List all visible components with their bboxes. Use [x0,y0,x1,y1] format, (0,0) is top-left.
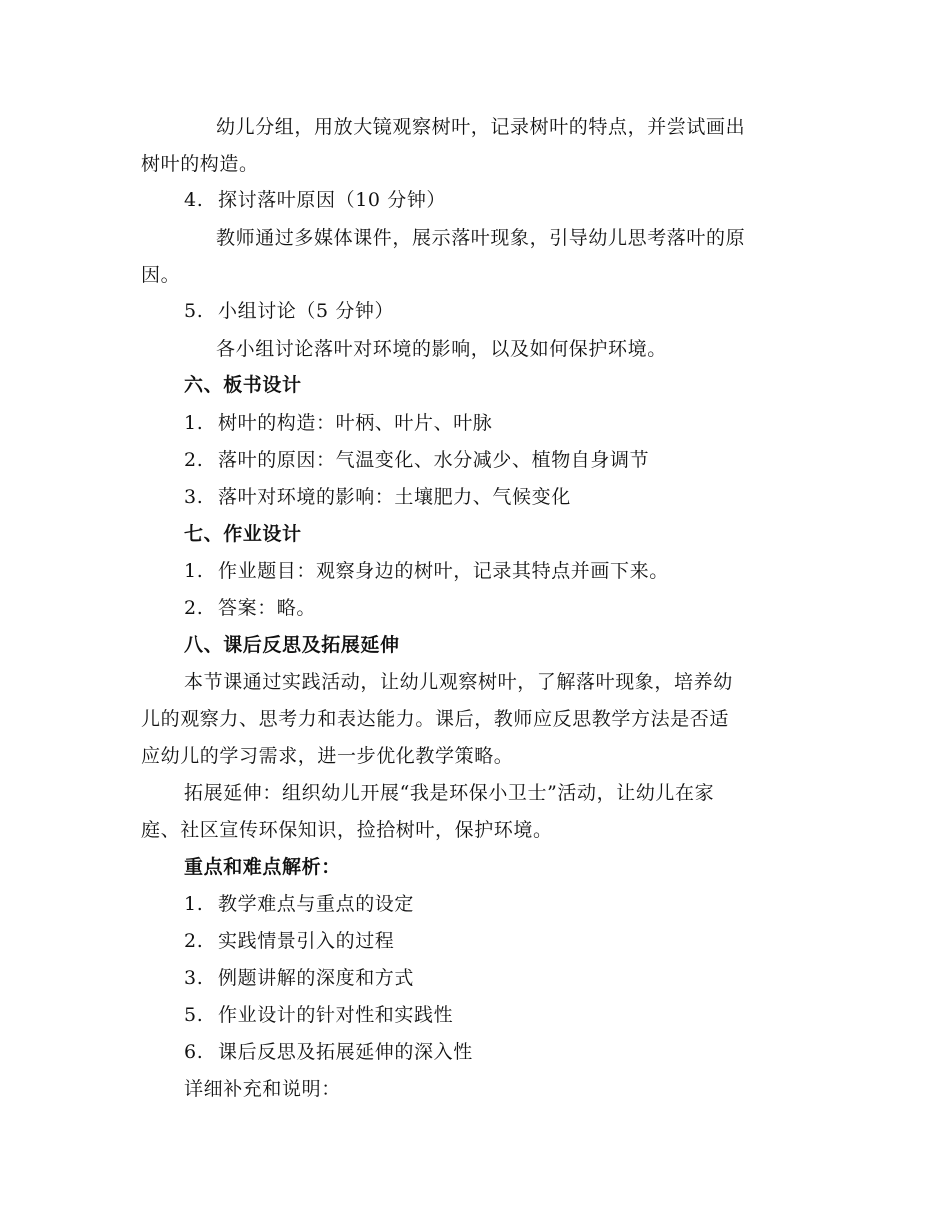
paragraph-line: 各小组讨论落叶对环境的影响，以及如何保护环境。 [216,338,667,360]
paragraph-line: 本节课通过实践活动，让幼儿观察树叶，了解落叶现象，培养幼 [184,671,733,693]
paragraph-line: 应幼儿的学习需求，进一步优化教学策略。 [141,745,514,767]
list-item [184,595,316,621]
paragraph-line: 教师通过多媒体课件，展示落叶现象，引导幼儿思考落叶的原 [216,227,746,249]
list-text: 教学难点与重点的设定 [218,893,415,915]
list-item [184,1039,473,1065]
section-heading: 七、作业设计 [184,523,302,545]
list-text: 课后反思及拓展延伸的深入性 [218,1041,473,1063]
list-number: 2. [184,449,204,471]
list-item [184,298,394,324]
list-number: 3. [184,967,204,989]
paragraph-line: 庭、社区宣传环保知识，捡拾树叶，保护环境。 [141,819,553,841]
list-text: 例题讲解的深度和方式 [218,967,415,989]
list-item [184,1002,453,1028]
list-text: 树叶的构造：叶柄、叶片、叶脉 [218,412,493,434]
paragraph-line: 详细补充和说明： [184,1078,341,1100]
list-number: 2. [184,597,204,619]
list-number: 1. [184,412,204,434]
paragraph-line: 儿的观察力、思考力和表达能力。课后，教师应反思教学方法是否适 [141,708,730,730]
list-text: 落叶的原因：气温变化、水分减少、植物自身调节 [218,449,650,471]
paragraph-line: 幼儿分组，用放大镜观察树叶，记录树叶的特点，并尝试画出 [216,116,746,138]
list-number: 5. [184,1004,204,1026]
list-number: 1. [184,560,204,582]
section-heading: 六、板书设计 [184,374,302,396]
list-text: 落叶对环境的影响：土壤肥力、气候变化 [218,486,571,508]
list-text: 作业设计的针对性和实践性 [218,1004,454,1026]
section-heading: 重点和难点解析： [184,856,341,878]
list-text: 答案：略。 [218,597,317,619]
list-text: 小组讨论（5 分钟） [218,300,395,322]
list-number: 3. [184,486,204,508]
list-item [184,187,446,213]
section-heading: 八、课后反思及拓展延伸 [184,634,400,656]
list-text: 作业题目：观察身边的树叶，记录其特点并画下来。 [218,560,669,582]
list-text: 实践情景引入的过程 [218,930,395,952]
paragraph-line: 树叶的构造。 [141,153,259,175]
list-item [184,891,414,917]
paragraph-line: 拓展延伸：组织幼儿开展“我是环保小卫士”活动，让幼儿在家 [184,782,715,804]
paragraph-line: 因。 [141,264,181,286]
list-item [184,484,571,510]
list-number: 5. [184,300,204,322]
list-text: 探讨落叶原因（10 分钟） [218,189,447,211]
list-item [184,928,394,954]
list-item [184,447,649,473]
list-number: 2. [184,930,204,952]
list-item [184,410,492,436]
list-number: 6. [184,1041,204,1063]
list-item [184,558,669,584]
list-number: 1. [184,893,204,915]
list-item [184,965,414,991]
list-number: 4. [184,189,204,211]
